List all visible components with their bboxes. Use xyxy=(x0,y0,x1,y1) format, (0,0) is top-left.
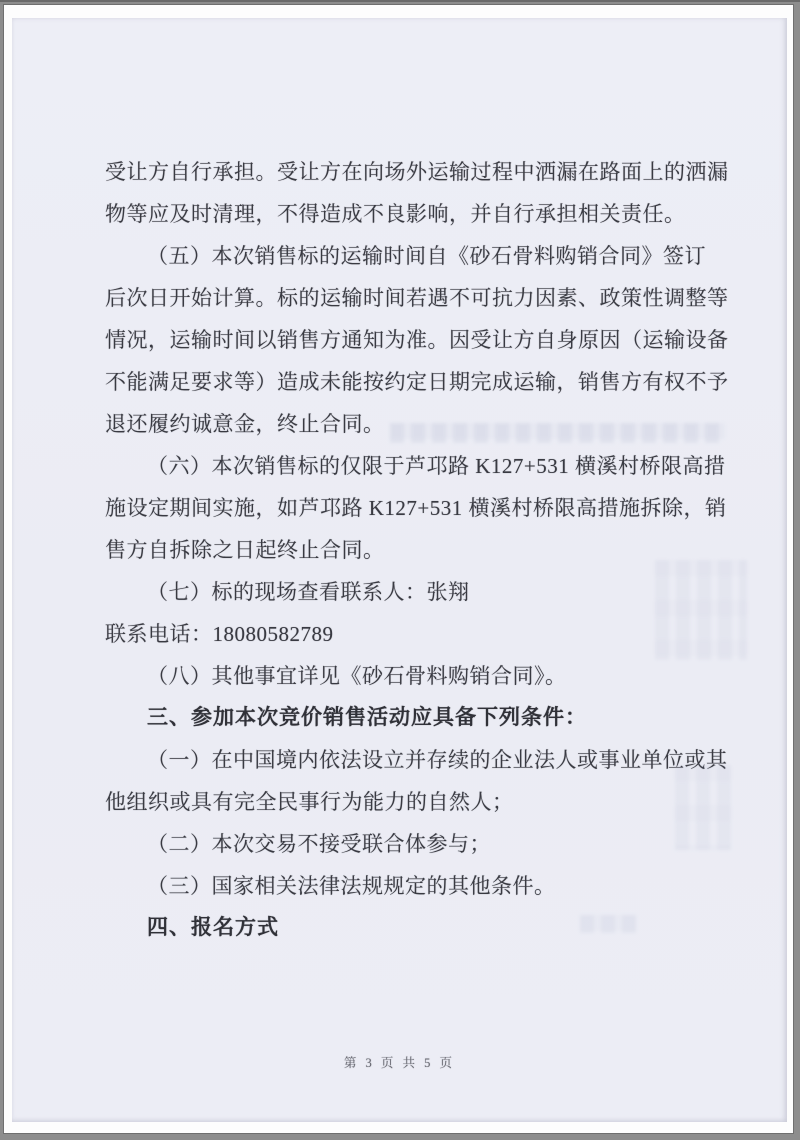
document-page xyxy=(12,18,787,1122)
text-line: （二）本次交易不接受联合体参与； xyxy=(147,832,491,856)
text-line: （六）本次销售标的仅限于芦邛路 K127+531 横溪村桥限高措 xyxy=(147,454,726,478)
text-line: 他组织或具有完全民事行为能力的自然人； xyxy=(105,790,514,814)
text-line: （七）标的现场查看联系人：张翔 xyxy=(147,580,470,604)
text-line: 受让方自行承担。受让方在向场外运输过程中洒漏在路面上的洒漏 xyxy=(105,160,729,184)
page-number: 第 3 页 共 5 页 xyxy=(343,1056,456,1070)
section-heading: 四、报名方式 xyxy=(147,916,279,939)
paper-sheet xyxy=(4,5,793,1133)
text-line: 后次日开始计算。标的运输时间若遇不可抗力因素、政策性调整等 xyxy=(105,286,729,310)
text-line: 联系电话：18080582789 xyxy=(105,622,334,646)
text-line: （三）国家相关法律法规规定的其他条件。 xyxy=(147,874,556,898)
text-line: 不能满足要求等）造成未能按约定日期完成运输，销售方有权不予 xyxy=(105,370,729,394)
text-line: 退还履约诚意金，终止合同。 xyxy=(105,412,385,436)
document-body xyxy=(105,151,729,949)
scanner-frame-edge xyxy=(0,0,800,2)
text-line: 情况，运输时间以销售方通知为准。因受让方自身原因（运输设备 xyxy=(105,328,729,352)
text-line: 物等应及时清理，不得造成不良影响，并自行承担相关责任。 xyxy=(105,202,686,226)
text-line: （五）本次销售标的运输时间自《砂石骨料购销合同》签订 xyxy=(147,244,706,268)
text-line: （一）在中国境内依法设立并存续的企业法人或事业单位或其 xyxy=(147,748,728,772)
text-line: 施设定期间实施，如芦邛路 K127+531 横溪村桥限高措施拆除，销 xyxy=(105,496,727,520)
text-line: （八）其他事宜详见《砂石骨料购销合同》。 xyxy=(147,664,567,688)
section-heading: 三、参加本次竞价销售活动应具备下列条件： xyxy=(147,706,587,729)
text-line: 售方自拆除之日起终止合同。 xyxy=(105,538,385,562)
